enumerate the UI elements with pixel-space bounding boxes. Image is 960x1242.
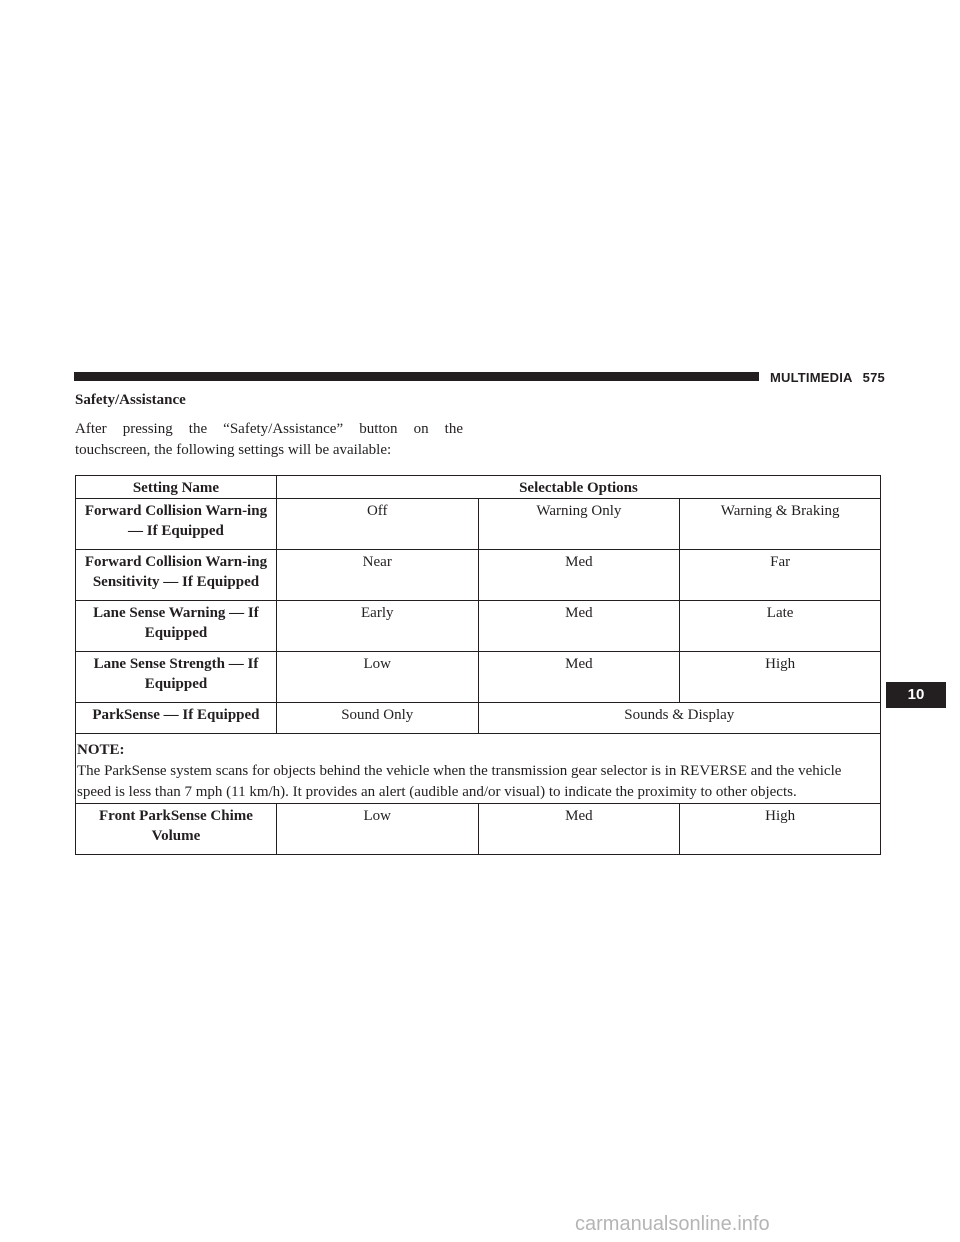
page-number: 575 <box>862 370 885 385</box>
option-cell: Low <box>276 804 478 855</box>
option-cell: Early <box>276 601 478 652</box>
settings-table <box>75 475 881 855</box>
note-text: The ParkSense system scans for objects behind the vehicle when the transmission gear selector is in REVERSE and the vehicle speed is less than 7 mph (11 km/h). It provides an alert (audible and/or visual) to indicate the proximity to other objects. <box>77 763 842 800</box>
option-cell: Warning Only <box>478 499 680 550</box>
setting-name: Forward Collision Warn-ing — If Equipped <box>76 499 277 550</box>
header-selectable-options: Selectable Options <box>276 476 880 499</box>
table-header-row <box>76 476 881 499</box>
option-cell: Med <box>478 804 680 855</box>
setting-name: Front ParkSense Chime Volume <box>76 804 277 855</box>
option-cell: Med <box>478 652 680 703</box>
chapter-tab: 10 <box>886 682 946 708</box>
setting-name: Lane Sense Strength — If Equipped <box>76 652 277 703</box>
option-cell: Low <box>276 652 478 703</box>
table-row <box>76 703 881 734</box>
setting-name: Lane Sense Warning — If Equipped <box>76 601 277 652</box>
option-cell: Off <box>276 499 478 550</box>
intro-line-1: After pressing the “Safety/Assistance” button on the <box>75 421 463 437</box>
option-cell: High <box>680 804 881 855</box>
option-cell: High <box>680 652 881 703</box>
watermark: carmanualsonline.info <box>575 1213 770 1235</box>
header-rule <box>74 372 759 381</box>
note-cell <box>76 734 881 804</box>
option-cell: Med <box>478 601 680 652</box>
table-row <box>76 550 881 601</box>
table-row <box>76 601 881 652</box>
setting-name: ParkSense — If Equipped <box>76 703 277 734</box>
option-cell: Far <box>680 550 881 601</box>
option-cell: Med <box>478 550 680 601</box>
intro-line-2: touchscreen, the following settings will be available: <box>75 442 392 458</box>
option-cell: Near <box>276 550 478 601</box>
note-label: NOTE: <box>77 742 125 758</box>
table-row <box>76 804 881 855</box>
option-cell: Late <box>680 601 881 652</box>
intro-paragraph <box>75 419 463 461</box>
header-section: MULTIMEDIA <box>770 370 853 385</box>
option-cell: Warning & Braking <box>680 499 881 550</box>
table-row <box>76 499 881 550</box>
setting-name: Forward Collision Warn-ing Sensitivity — If Equipped <box>76 550 277 601</box>
header-setting-name: Setting Name <box>76 476 277 499</box>
option-cell: Sounds & Display <box>478 703 880 734</box>
option-cell: Sound Only <box>276 703 478 734</box>
section-title: Safety/Assistance <box>75 392 186 408</box>
table-row <box>76 652 881 703</box>
running-header <box>770 370 885 385</box>
note-row <box>76 734 881 804</box>
